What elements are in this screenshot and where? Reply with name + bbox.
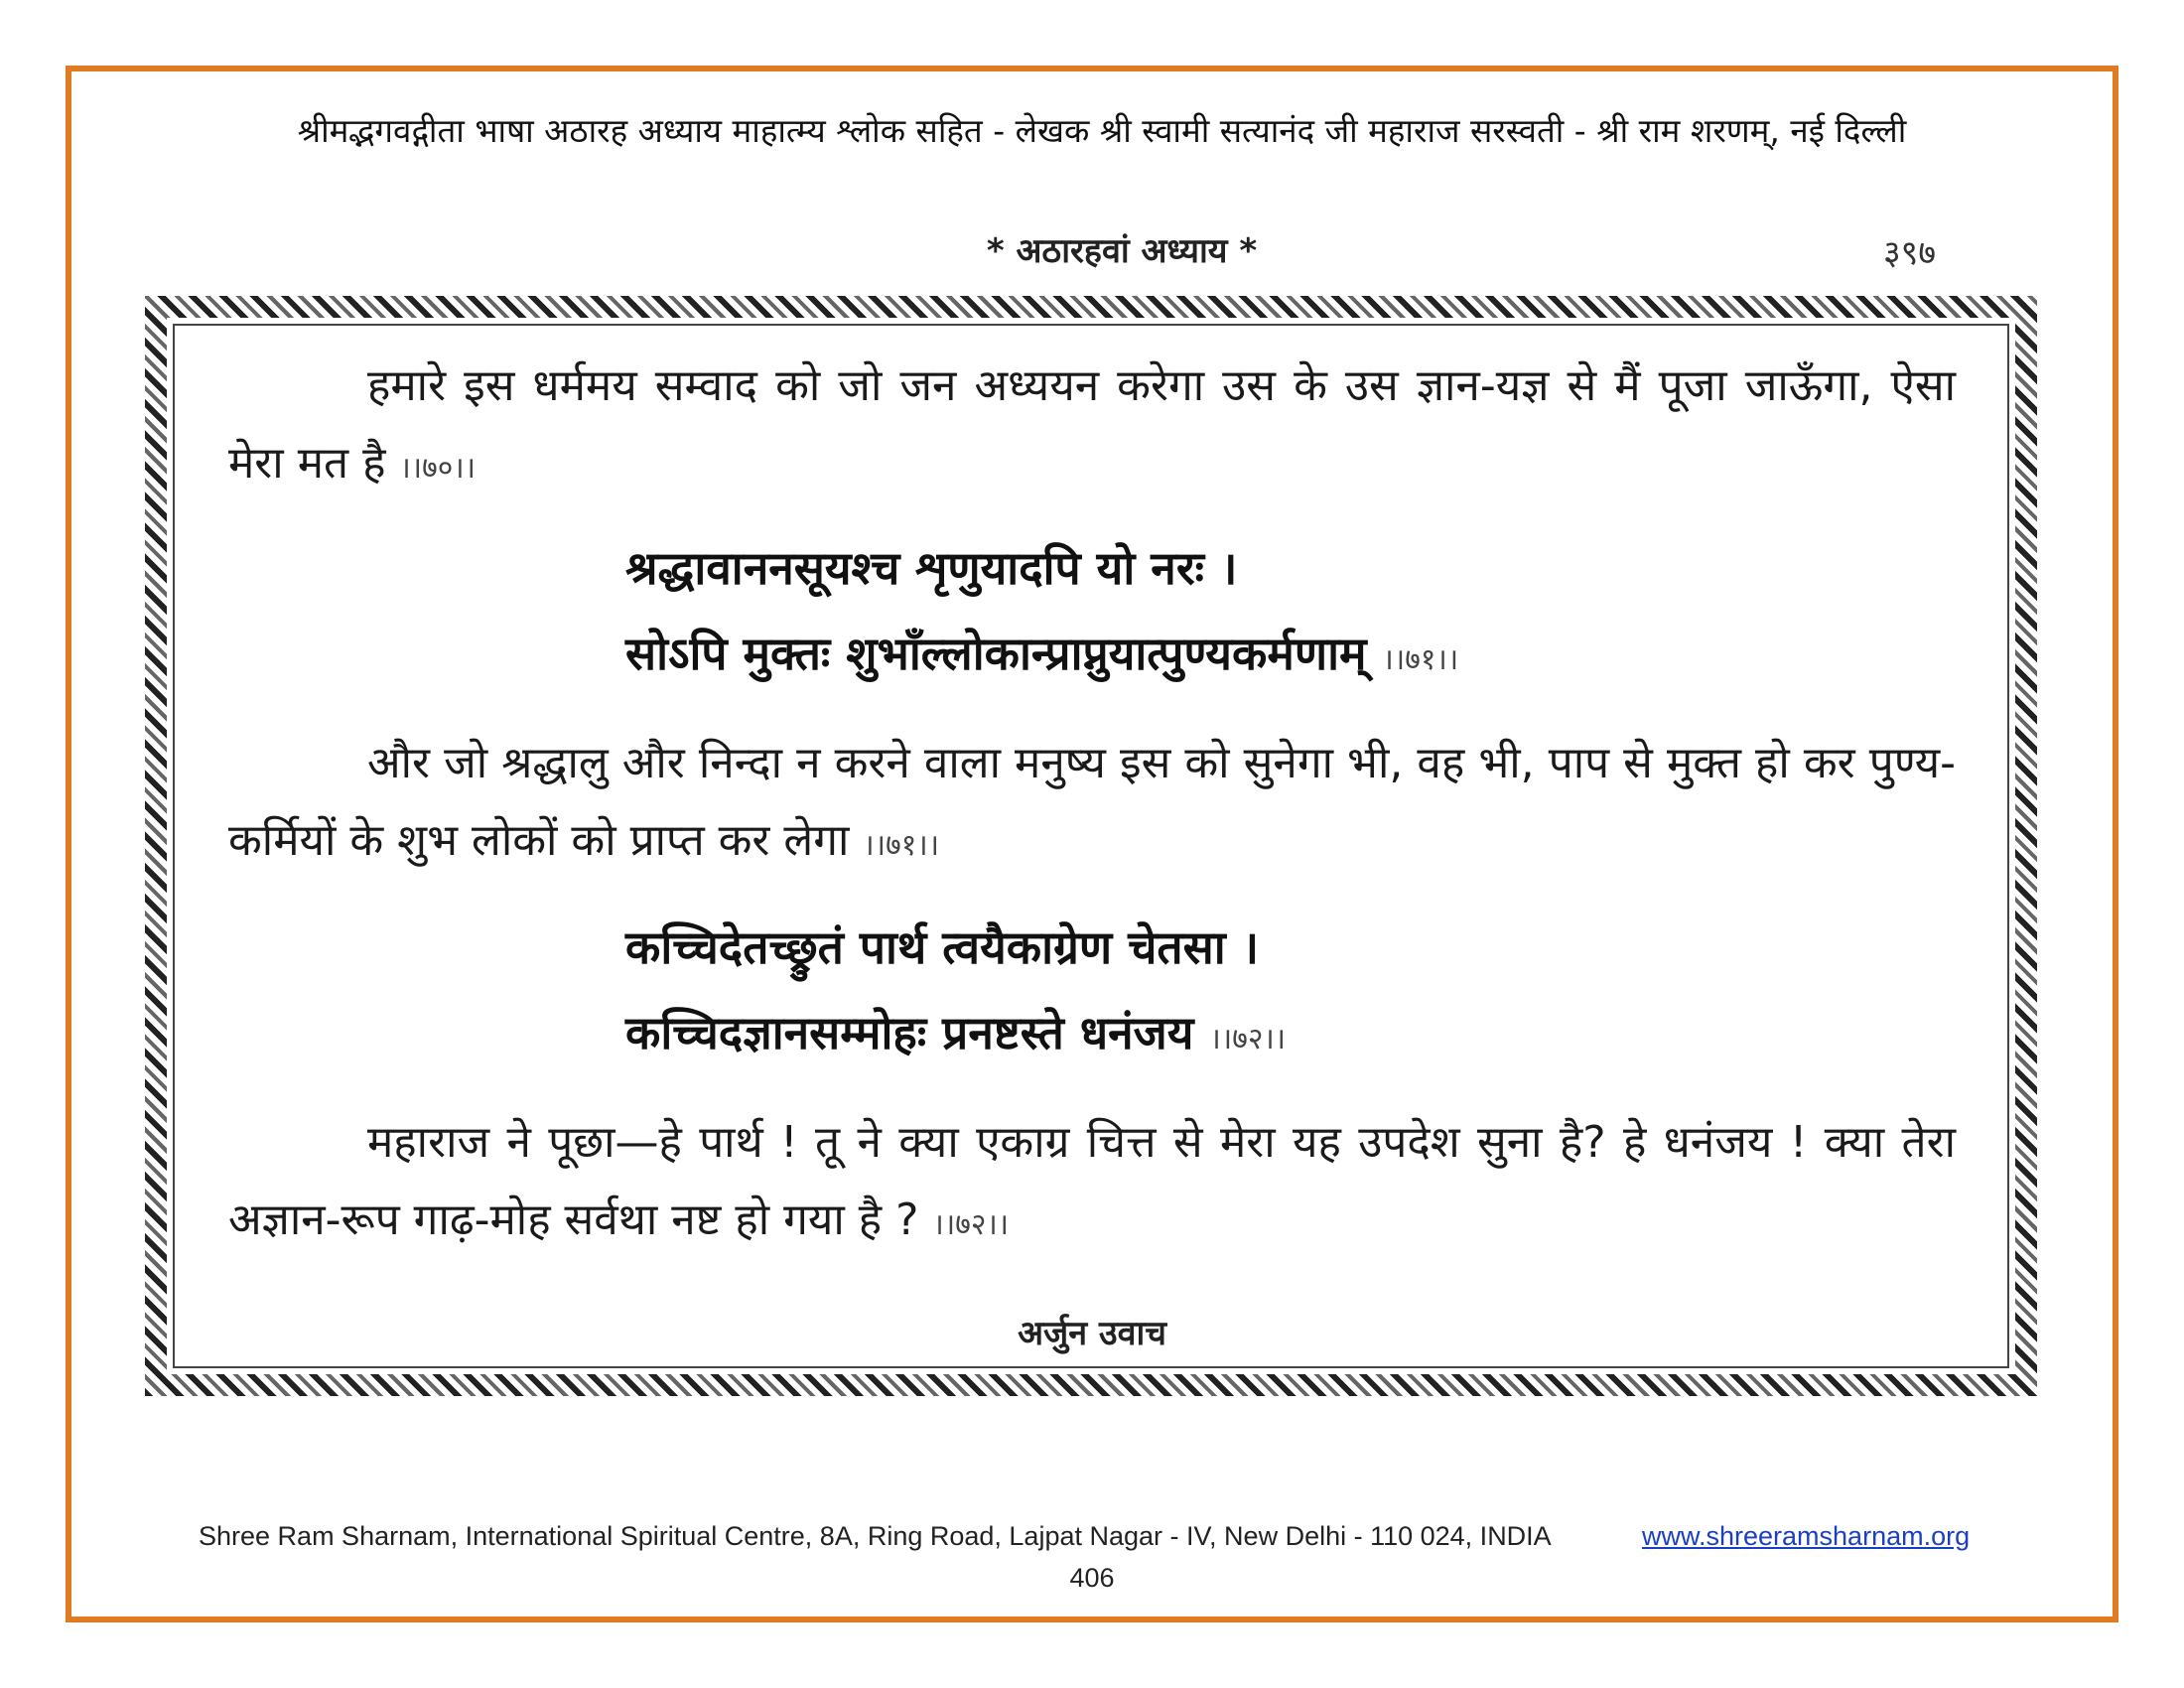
paragraph-text: महाराज ने पूछा—हे पार्थ ! तू ने क्या एकाग्र चित्त से मेरा यह उपदेश सुना है? हे धनंजय ! क्या तेरा अज्ञान-रूप गाढ़-मोह सर्वथा नष्ट हो गया है ?	[228, 1117, 1956, 1245]
website-link[interactable]: www.shreeramsharnam.org	[1642, 1521, 1971, 1551]
sanskrit-verse-72-line-1: कच्चिदेतच्छ्रुतं पार्थ त्वयैकाग्रेण चेतसा ।	[625, 920, 1260, 974]
sanskrit-verse-71-line-2	[228, 611, 1956, 703]
translation-paragraph-70	[228, 348, 1956, 507]
translation-paragraph-72	[228, 1104, 1956, 1264]
speaker-heading: अर्जुन उवाच	[1018, 1314, 1166, 1353]
sanskrit-verse-72-line-2	[228, 990, 1956, 1082]
verse-number: ।।७२।।	[1209, 1022, 1287, 1056]
verse-number: ।।७०।।	[399, 451, 477, 486]
verse-number: ।।७२।।	[932, 1207, 1010, 1242]
sanskrit-verse-71-line-1: श्रद्धावाननसूयश्च शृणुयादपि यो नरः ।	[625, 541, 1238, 595]
paragraph-text: और जो श्रद्धालु और निन्दा न करने वाला मनुष्य इस को सुनेगा भी, वह भी, पाप से मुक्त हो कर पुण्य-कर्मियों के शुभ लोकों को प्राप्त कर लेगा	[228, 738, 1956, 866]
paragraph-text: हमारे इस धर्ममय सम्वाद को जो जन अध्ययन करेगा उस के उस ज्ञान-यज्ञ से मैं पूजा जाऊँगा, ऐसा मेरा मत है	[228, 360, 1956, 489]
document-header-title: श्रीमद्भगवद्गीता भाषा अठारह अध्याय माहात्म्य श्लोक सहित - लेखक श्री स्वामी सत्यानंद जी महाराज सरस्वती - श्री राम शरणम्, नई दिल्ली	[297, 111, 1907, 150]
chapter-heading: * अठारहवां अध्याय *	[986, 231, 1258, 271]
footer-page-number: 406	[1069, 1563, 1115, 1593]
verse-number: ।।७१।।	[1382, 642, 1459, 677]
scripture-content	[228, 338, 1956, 1350]
verse-text: सोऽपि मुक्तः शुभाँल्लोकान्प्राप्नुयात्पुण्यकर्मणाम्	[625, 627, 1367, 680]
verse-text: कच्चिदज्ञानसम्मोहः प्रनष्टस्ते धनंजय	[625, 1006, 1194, 1059]
verse-number: ।।७१।।	[863, 828, 940, 863]
footer-address: Shree Ram Sharnam, International Spiritual Centre, 8A, Ring Road, Lajpat Nagar - IV, New Delhi - 110 024, INDIA	[199, 1521, 1552, 1551]
book-page-number: ३९७	[1882, 233, 1936, 273]
translation-paragraph-71	[228, 725, 1956, 885]
